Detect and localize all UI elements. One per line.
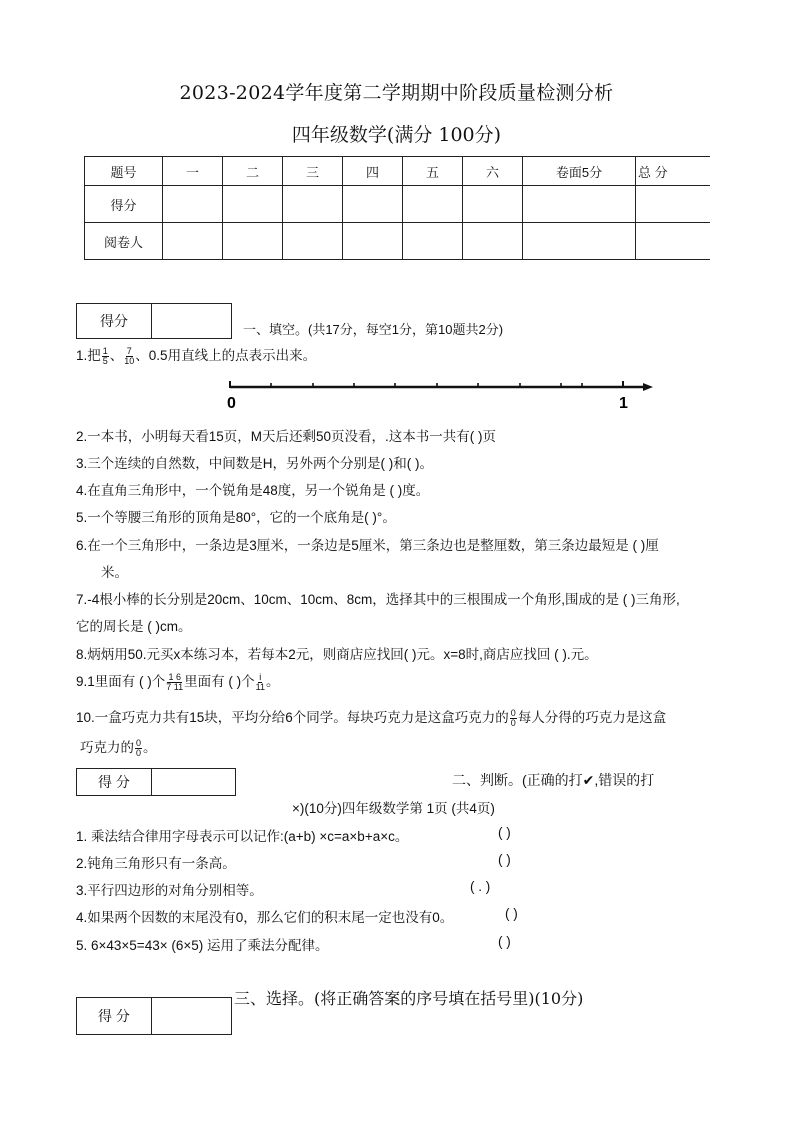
fraction: $\frac{1 6}{7 11}$ bbox=[166, 671, 184, 692]
section1-title: 一、填空。(共17分，每空1分，第10题共2分) bbox=[243, 322, 504, 337]
score-header-cell: 题号 bbox=[85, 157, 163, 186]
question-10: 10.一盒巧克力共有15块，平均分给6个同学。每块巧克力是这盒巧克力的 $\frac{0}{0}$ 每人分得的巧克力是这盒 bbox=[76, 707, 667, 728]
grader-cell[interactable] bbox=[463, 223, 523, 260]
question-10-cont: 巧克力的 $\frac{0}{0}$ 。 bbox=[80, 737, 157, 758]
judge-item-3: 3.平行四边形的对角分别相等。 bbox=[76, 883, 263, 898]
score-box-value[interactable] bbox=[152, 304, 231, 338]
judge-item-2: 2.钝角三角形只有一条高。 bbox=[76, 856, 236, 871]
question-7: 7.-4根小棒的长分别是20cm、10cm、10cm、8cm，选择其中的三根围成一个角形,围成的是 ( )三角形, bbox=[76, 592, 680, 607]
judge-answer-4[interactable]: ( ) bbox=[505, 906, 518, 921]
score-box-value[interactable] bbox=[152, 998, 231, 1034]
score-header-cell: 卷面5分 bbox=[523, 157, 636, 186]
question-1: 1.把 $\frac{1}{5}$ 、 $\frac{7}{10}$ 、0.5用直线上的点表示出来。 bbox=[76, 345, 317, 366]
question-8: 8.炳炳用50.元买x本练习本，若每本2元，则商店应找回( )元。x=8时,商店应找回 ( ).元。 bbox=[76, 647, 598, 662]
fraction: $\frac{0}{0}$ bbox=[510, 707, 516, 728]
fraction: $\frac{i}{11}$ bbox=[255, 671, 265, 692]
score-header-cell: 二 bbox=[223, 157, 283, 186]
score-header-cell: 总 分 bbox=[636, 157, 711, 186]
exam-title: 2023-2024学年度第二学期期中阶段质量检测分析 bbox=[179, 82, 614, 104]
question-7-cont: 它的周长是 ( )cm。 bbox=[76, 619, 192, 634]
judge-item-1: 1. 乘法结合律用字母表示可以记作:(a+b) ×c=a×b+a×c。 bbox=[76, 829, 409, 844]
grader-cell[interactable] bbox=[403, 223, 463, 260]
score-box-label: 得 分 bbox=[77, 998, 152, 1034]
score-cell[interactable] bbox=[283, 186, 343, 223]
section3-title: 三、选择。(将正确答案的序号填在括号里)(10分) bbox=[234, 989, 584, 1008]
grader-cell[interactable] bbox=[283, 223, 343, 260]
score-header-cell: 三 bbox=[283, 157, 343, 186]
question-5: 5.一个等腰三角形的顶角是80°，它的一个底角是( )°。 bbox=[76, 510, 396, 525]
number-line[interactable] bbox=[225, 374, 660, 414]
question-6-cont: 米。 bbox=[101, 565, 128, 580]
score-table bbox=[84, 156, 710, 260]
score-box-label: 得分 bbox=[77, 304, 152, 338]
judge-answer-2[interactable]: ( ) bbox=[498, 852, 511, 867]
section1-score-box bbox=[76, 303, 232, 339]
score-cell[interactable] bbox=[343, 186, 403, 223]
fraction: $\frac{1}{5}$ bbox=[102, 345, 108, 366]
score-header-cell: 五 bbox=[403, 157, 463, 186]
score-cell[interactable] bbox=[163, 186, 223, 223]
score-header-cell: 一 bbox=[163, 157, 223, 186]
score-cell[interactable] bbox=[223, 186, 283, 223]
fraction: $\frac{0}{0}$ bbox=[136, 737, 142, 758]
judge-answer-5[interactable]: ( ) bbox=[498, 934, 511, 949]
score-cell[interactable] bbox=[636, 186, 711, 223]
score-box-value[interactable] bbox=[152, 769, 235, 795]
score-header-cell: 四 bbox=[343, 157, 403, 186]
section2-title: 二、判断。(正确的打✔,错误的打 bbox=[452, 772, 655, 788]
score-header-cell: 六 bbox=[463, 157, 523, 186]
question-9: 9.1里面有 ( )个 $\frac{1 6}{7 11}$ 里面有 ( )个 $\frac{i}{11}$ 。 bbox=[76, 671, 280, 692]
question-4: 4.在直角三角形中，一个锐角是48度，另一个锐角是 ( )度。 bbox=[76, 483, 430, 498]
judge-item-5: 5. 6×43×5=43× (6×5) 运用了乘法分配律。 bbox=[76, 938, 329, 953]
number-line-start: 0 bbox=[227, 395, 236, 412]
score-cell[interactable] bbox=[523, 186, 636, 223]
grader-cell[interactable] bbox=[223, 223, 283, 260]
section2-score-box bbox=[76, 768, 236, 796]
judge-answer-3[interactable]: ( . ) bbox=[470, 879, 491, 894]
number-line-end: 1 bbox=[619, 395, 628, 412]
score-cell[interactable] bbox=[463, 186, 523, 223]
score-row-label: 阅卷人 bbox=[85, 223, 163, 260]
judge-item-4: 4.如果两个因数的末尾没有0，那么它们的积末尾一定也没有0。 bbox=[76, 910, 454, 925]
section3-score-box bbox=[76, 997, 232, 1035]
grader-cell[interactable] bbox=[636, 223, 711, 260]
grader-cell[interactable] bbox=[343, 223, 403, 260]
question-3: 3.三个连续的自然数，中间数是H，另外两个分别是( )和( )。 bbox=[76, 456, 433, 471]
score-row-label: 得分 bbox=[85, 186, 163, 223]
question-2: 2.一本书，小明每天看15页，M天后还剩50页没看，.这本书一共有( )页 bbox=[76, 429, 497, 444]
score-cell[interactable] bbox=[403, 186, 463, 223]
exam-subtitle: 四年级数学(满分 100分) bbox=[291, 124, 502, 146]
section2-title-cont: ×)(10分)四年级数学第 1页 (共4页) bbox=[292, 801, 495, 816]
fraction: $\frac{7}{10}$ bbox=[124, 345, 135, 366]
grader-cell[interactable] bbox=[163, 223, 223, 260]
judge-answer-1[interactable]: ( ) bbox=[498, 825, 511, 840]
question-6: 6.在一个三角形中，一条边是3厘米，一条边是5厘米，第三条边也是整厘数，第三条边最短是 ( )厘 bbox=[76, 538, 659, 553]
score-box-label: 得 分 bbox=[77, 769, 152, 795]
grader-cell[interactable] bbox=[523, 223, 636, 260]
